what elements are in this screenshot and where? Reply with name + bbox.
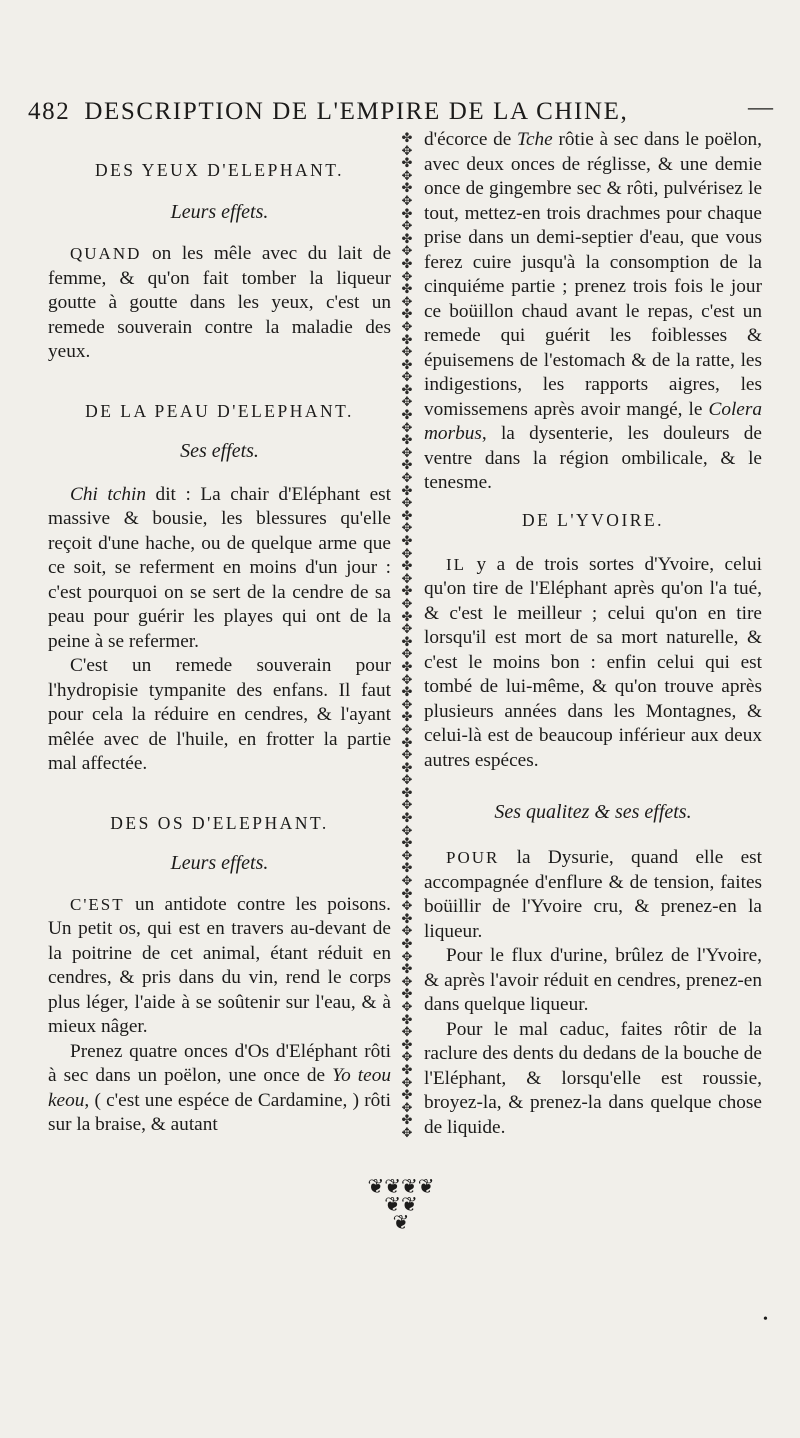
paragraph-text: dit : La chair d'Eléphant est massive & bousie, les blessures qu'elle reçoit d'une hache, ou de quelque arme que ce soit, se referment en moins d'un jour : c'est pourquoi on se sert de la cendre de sa peau pour guérir les playes qui ont de la peine à se refermer. xyxy=(48,483,391,652)
right-column xyxy=(424,128,762,1140)
divider-fleuron: ✤ xyxy=(401,835,413,851)
divider-fleuron: ✥ xyxy=(401,520,413,536)
divider-fleuron: ✤ xyxy=(401,784,413,800)
tailpiece-ornament xyxy=(366,1178,436,1232)
divider-fleuron: ✥ xyxy=(401,923,413,939)
initial-word: IL xyxy=(446,554,467,574)
ornament-row: ❦❦ xyxy=(384,1194,418,1216)
divider-fleuron: ✤ xyxy=(401,709,413,725)
divider-fleuron: ✤ xyxy=(401,306,413,322)
section-subheading: Leurs effets. xyxy=(170,851,269,874)
ornament-row: ❦ xyxy=(392,1212,410,1234)
ornament-row: ❦❦❦❦ xyxy=(367,1176,435,1198)
divider-fleuron: ✤ xyxy=(401,255,413,271)
divider-fleuron: ✥ xyxy=(401,1024,413,1040)
divider-fleuron: ✥ xyxy=(401,797,413,813)
divider-fleuron: ✥ xyxy=(401,243,413,259)
divider-fleuron: ✥ xyxy=(401,1074,413,1090)
column-divider-ornament xyxy=(395,132,419,1144)
paragraph xyxy=(424,128,762,496)
paragraph: Pour le flux d'urine, brûlez de l'Yvoire, & après l'avoir réduit en cendres, prenez-en dans quelque liqueur. xyxy=(424,945,762,1015)
divider-fleuron: ✤ xyxy=(401,1011,413,1027)
divider-fleuron: ✤ xyxy=(401,558,413,574)
initial-word: QUAND xyxy=(70,244,142,263)
section-heading-os: DES OS D'ELEPHANT. xyxy=(110,812,329,833)
divider-fleuron: ✥ xyxy=(401,696,413,712)
header-dash: — xyxy=(748,94,773,121)
divider-fleuron: ✥ xyxy=(401,268,413,284)
divider-fleuron: ✤ xyxy=(401,885,413,901)
paragraph-text: rôtie à sec dans le poëlon, avec deux onces de réglisse, & une demie once de gingembre sec & rôti, pulvérisez le tout, mettez-en trois drachmes pour chaque prise dans un demi-septier d'eau, que vous ferez cuire jusqu'à la consomption de la cinquiéme partie ; prenez trois fois le jour ce boüillon chaud avant le repas, c'est un remede qui guérit les foiblesses & épuisemens de l'estomach & de la ratte, les indigestions, les rapports aigres, les vomissemens après avoir mangé, le xyxy=(424,129,762,420)
divider-fleuron: ✤ xyxy=(401,407,413,423)
section-subheading: Leurs effets. xyxy=(170,201,269,223)
divider-fleuron: ✤ xyxy=(401,1061,413,1077)
italic-term: Yo teou keou xyxy=(48,1065,391,1111)
divider-fleuron: ✥ xyxy=(401,293,413,309)
italic-term: Tche xyxy=(517,129,553,150)
paragraph-text: , ( c'est une espéce de Cardamine, ) rôti sur la braise, & autant xyxy=(48,1089,391,1135)
initial-word: POUR xyxy=(446,848,500,867)
divider-fleuron: ✤ xyxy=(401,356,413,372)
divider-fleuron: ✤ xyxy=(401,281,413,297)
divider-fleuron: ✤ xyxy=(401,759,413,775)
divider-fleuron: ✤ xyxy=(401,457,413,473)
divider-fleuron: ✤ xyxy=(401,432,413,448)
divider-fleuron: ✤ xyxy=(401,860,413,876)
section-heading-peau: DE LA PEAU D'ELEPHANT. xyxy=(85,400,354,421)
divider-fleuron: ✥ xyxy=(401,495,413,511)
divider-fleuron: ✤ xyxy=(401,533,413,548)
paragraph: Pour le mal caduc, faites rôtir de la raclure des dents du dedans de la bouche de l'Eléphant, & lorsqu'elle est roussie, broyez-la, & prenez-la dans quelque chose de liquide. xyxy=(424,1018,762,1138)
divider-fleuron: ✥ xyxy=(401,444,413,460)
paragraph xyxy=(424,553,762,774)
section-subheading: Ses qualitez & ses effets. xyxy=(494,801,692,823)
divider-fleuron: ✤ xyxy=(401,180,413,196)
divider-fleuron: ✥ xyxy=(401,142,413,158)
divider-fleuron: ✥ xyxy=(401,772,413,788)
divider-fleuron: ✤ xyxy=(401,684,413,700)
divider-fleuron: ✥ xyxy=(401,1124,413,1140)
divider-fleuron: ✥ xyxy=(401,470,413,486)
divider-fleuron: ✥ xyxy=(401,973,413,989)
author-name: Chi tchin xyxy=(70,483,146,505)
divider-fleuron: ✥ xyxy=(401,998,413,1014)
divider-fleuron: ✥ xyxy=(401,847,413,863)
divider-fleuron: ✥ xyxy=(401,721,413,737)
divider-fleuron: ✥ xyxy=(401,822,413,838)
divider-fleuron: ✤ xyxy=(401,1112,413,1128)
paragraph-text: d'écorce de xyxy=(424,129,512,150)
divider-fleuron: ✥ xyxy=(401,394,413,410)
divider-fleuron: ✥ xyxy=(401,192,413,208)
left-column xyxy=(48,150,391,1138)
paragraph-text: la Dysurie, quand elle est accompagnée d'enflure & de tension, faites boüillir de l'Yvoire cru, & prenez-en la liqueur. xyxy=(424,847,762,942)
divider-fleuron: ✥ xyxy=(401,621,413,637)
paragraph xyxy=(48,242,391,365)
divider-fleuron: ✥ xyxy=(401,167,413,183)
divider-fleuron: ✤ xyxy=(401,734,413,750)
divider-fleuron: ✥ xyxy=(401,218,413,234)
paragraph-text: un antidote contre les poisons. Un petit os, qui est en travers au-devant de la poitrine de cet animal, étant réduit en cendres, & pris dans du vin, rend le corps plus léger, l'aide à se soûtenir sur l'eau, & à mieux nâger. xyxy=(48,893,391,1037)
divider-fleuron: ✤ xyxy=(401,633,413,649)
divider-fleuron: ✥ xyxy=(401,1049,413,1065)
divider-fleuron: ✤ xyxy=(401,986,413,1002)
divider-fleuron: ✤ xyxy=(401,1087,413,1103)
section-heading-yeux: DES YEUX D'ELEPHANT. xyxy=(94,160,345,180)
divider-fleuron: ✥ xyxy=(401,873,413,889)
section-subheading: Ses effets. xyxy=(180,439,259,462)
page-header xyxy=(28,94,773,126)
divider-fleuron: ✥ xyxy=(401,747,413,763)
paragraph xyxy=(424,846,762,944)
paragraph xyxy=(48,1040,391,1138)
divider-fleuron: ✥ xyxy=(401,646,413,662)
divider-fleuron: ✥ xyxy=(401,369,413,385)
divider-fleuron: ✤ xyxy=(401,381,413,397)
divider-fleuron: ✤ xyxy=(401,1036,413,1052)
divider-fleuron: ✥ xyxy=(401,595,413,611)
initial-word: C'EST xyxy=(70,894,125,914)
divider-fleuron: ✥ xyxy=(401,948,413,964)
divider-fleuron: ✥ xyxy=(401,344,413,360)
divider-fleuron: ✤ xyxy=(401,910,413,926)
divider-fleuron: ✤ xyxy=(401,961,413,977)
divider-fleuron: ✤ xyxy=(401,331,413,347)
paragraph xyxy=(48,893,391,1040)
divider-fleuron: ✥ xyxy=(401,671,413,687)
divider-fleuron: ✤ xyxy=(401,608,413,624)
divider-fleuron: ✤ xyxy=(401,482,413,498)
divider-fleuron: ✤ xyxy=(401,132,413,145)
paragraph: C'est un remede souverain pour l'hydropisie tympanite des enfans. Il faut pour cela la réduire en cendres, & l'ayant mêlée avec de l'huile, en frotter la partie mal affectée. xyxy=(48,655,391,774)
paragraph-text: on les mêle avec du lait de femme, & qu'on fait tomber la liqueur goutte à goutte dans les yeux, c'est un remede souverain contre la maladie des yeux. xyxy=(48,243,391,362)
divider-fleuron: ✤ xyxy=(401,658,413,674)
paragraph-text: y a de trois sortes d'Yvoire, celui qu'on tire de l'Eléphant après qu'on l'a tué, & c'est le meilleur ; celui qu'on en tire lorsqu'il est mort de sa mort naturelle, & c'est le moins bon : enfin celui qui est tombé de lui-même, & qu'on trouve après plusieurs années dans les Montagnes, & celui-là est de beaucoup inférieur aux deux autres espéces. xyxy=(424,553,762,771)
divider-fleuron: ✥ xyxy=(401,419,413,435)
divider-fleuron: ✥ xyxy=(401,898,413,914)
divider-fleuron: ✤ xyxy=(401,155,413,171)
section-heading-yvoire: DE L'YVOIRE. xyxy=(521,509,665,530)
divider-fleuron: ✥ xyxy=(401,1099,413,1115)
divider-fleuron: ✥ xyxy=(401,570,413,586)
page-number: 482 xyxy=(28,98,71,125)
paragraph-text: , la dysenterie, les douleurs de ventre dans la région ombilicale, & le tenesme. xyxy=(424,423,762,493)
divider-fleuron: ✤ xyxy=(401,205,413,221)
divider-fleuron: ✤ xyxy=(401,810,413,826)
divider-fleuron: ✤ xyxy=(401,507,413,523)
margin-mark: • xyxy=(763,1312,768,1327)
paragraph xyxy=(48,483,391,655)
divider-fleuron: ✤ xyxy=(401,230,413,246)
paragraph-text: Prenez quatre onces d'Os d'Eléphant rôti à sec dans un poëlon, une once de xyxy=(48,1040,391,1086)
divider-fleuron: ✥ xyxy=(401,545,413,561)
divider-fleuron: ✤ xyxy=(401,936,413,951)
divider-fleuron: ✤ xyxy=(401,583,413,599)
divider-fleuron: ✥ xyxy=(401,318,413,334)
running-title: DESCRIPTION DE L'EMPIRE DE LA CHINE, xyxy=(84,98,629,125)
italic-term: Colera morbus xyxy=(424,398,763,444)
